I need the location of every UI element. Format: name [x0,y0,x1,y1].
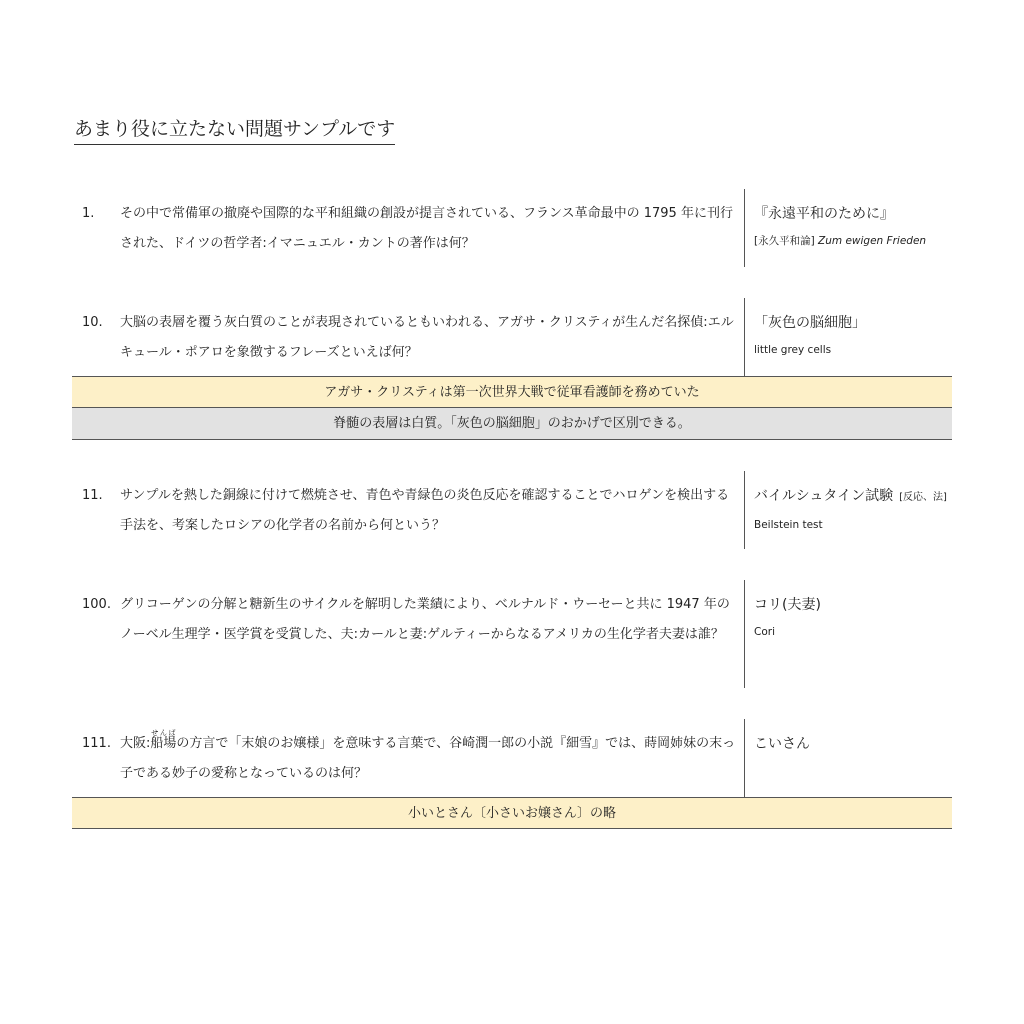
answer-tag: [反応、法] [899,492,947,503]
question-number: 1. [82,206,95,221]
answer-cell [744,298,952,376]
answer-line [754,483,952,511]
question-text: サンプルを熱した銅線に付けて燃焼させ、青色や青緑色の炎色反応を確認することでハロゲンを検出する手法を、考案したロシアの化学者の名前から何という？ [120,488,730,533]
answer-sub: little grey cells [754,344,832,356]
question-number: 11. [82,488,103,503]
question-number: 100. [82,597,111,612]
ruby-word [150,729,177,751]
answer-cell [744,189,952,267]
question-block-1 [72,189,952,267]
note-band-yellow: アガサ・クリスティは第一次世界大戦で従軍看護師を務めていた [72,376,952,408]
answer-text: 「灰色の脳細胞」 [754,315,866,331]
question-text-after: の方言で「末娘のお嬢様」を意味する言葉で、谷崎潤一郎の小説『細雪』では、蒔岡姉妹の末っ子である妙子の愛称となっているのは何？ [120,736,736,781]
page-title: あまり役に立たない問題サンプルです [74,116,395,145]
answer-cell [744,719,952,797]
question-text: グリコーゲンの分解と糖新生のサイクルを解明した業績により、ベルナルド・ウーセーと共に 1947 年のノーベル生理学・医学賞を受賞した、夫:カールと妻:ゲルティーからなるアメリカの生化学者夫妻は誰？ [120,597,730,642]
answer-cell [744,471,952,549]
question-number: 10. [82,315,103,330]
question-text: その中で常備軍の撤廃や国際的な平和組織の創設が提言されている、フランス革命最中の 1795 年に刊行された、ドイツの哲学者:イマニュエル・カントの著作は何？ [120,206,733,251]
question-block-100 [72,580,952,688]
answer-text: こいさん [754,736,810,752]
question-text [120,719,744,797]
question-text-before: 大阪: [120,736,151,751]
answer-text: コリ(夫妻) [754,597,821,613]
answer-sub-original-title: Zum ewigen Frieden [818,235,927,247]
answer-cell [744,580,952,688]
question-text: 大脳の表層を覆う灰白質のことが表現されているともいわれる、アガサ・クリスティが生んだ名探偵:エルキュール・ポアロを象徴するフレーズといえば何？ [120,315,734,360]
note-band-gray: 脊髄の表層は白質。「灰色の脳細胞」のおかげで区別できる。 [72,408,952,440]
note-band-yellow: 小いとさん〔小さいお嬢さん〕の略 [72,797,952,829]
ruby-reading: せんば [150,729,177,737]
answer-text: バイルシュタイン試験 [754,488,894,504]
answer-sub-prefix: [永久平和論] [754,235,815,247]
answer-text: 『永遠平和のために』 [754,206,894,222]
answer-sub [754,233,952,249]
answer-sub: Beilstein test [754,519,823,531]
ruby-base: 船場 [150,736,177,751]
question-block-11 [72,471,952,549]
question-block-10 [72,298,952,440]
question-number: 111. [82,736,111,751]
answer-sub: Cori [754,626,775,638]
question-block-111 [72,719,952,829]
